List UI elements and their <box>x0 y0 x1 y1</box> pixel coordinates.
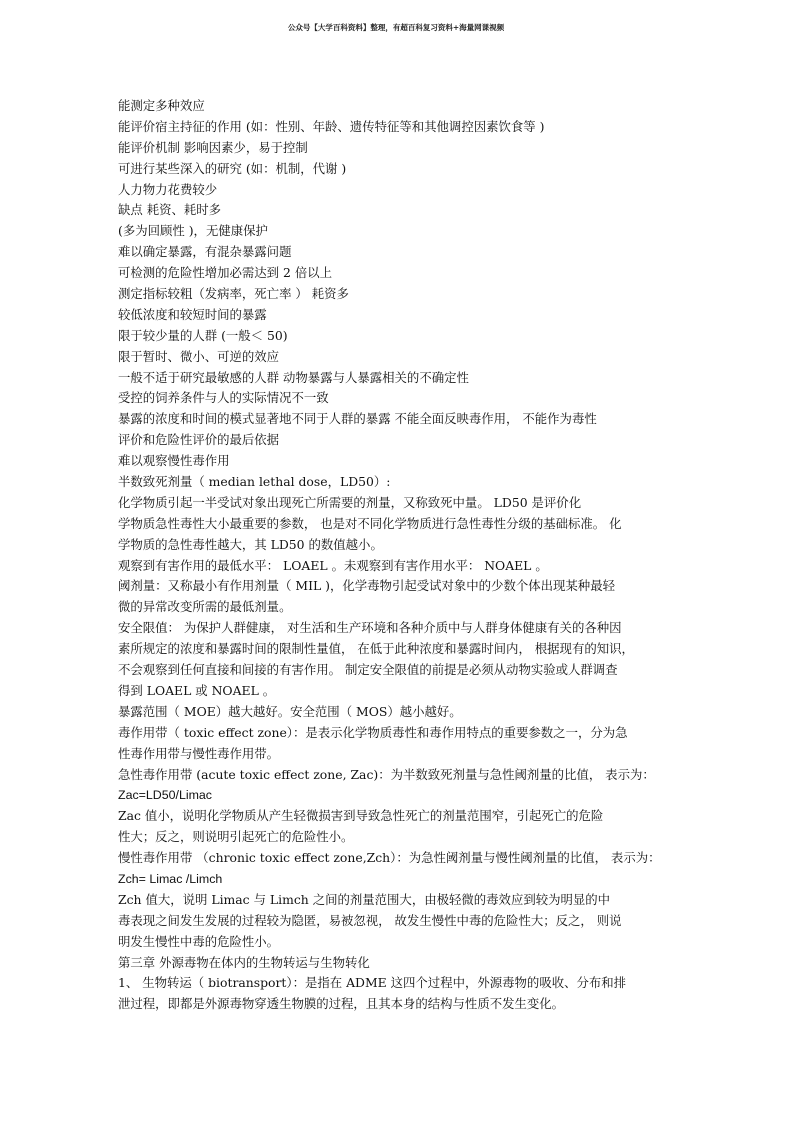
text-line: 慢性毒作用带 （chronic toxic effect zone,Zch）：为急性阈剂量与慢性阈剂量的比值， 表示为： <box>118 850 661 866</box>
text-line: 受控的饲养条件与人的实际情况不一致 <box>118 390 329 406</box>
text-line: 素所规定的浓度和暴露时间的限制性量值， 在低于此种浓度和暴露时间内， 根据现有的知识， <box>118 641 634 657</box>
text-line: 能评价机制 影响因素少，易于控制 <box>118 139 308 155</box>
text-line: 毒作用带（ toxic effect zone）：是表示化学物质毒性和毒作用特点的重要参数之一，分为急 <box>118 724 628 740</box>
document-body <box>118 96 670 1015</box>
text-line: 安全限值： 为保护人群健康， 对生活和生产环境和各种介质中与人群身体健康有关的各种因 <box>118 620 622 636</box>
text-line: 难以观察慢性毒作用 <box>118 453 230 469</box>
text-line: 能测定多种效应 <box>118 98 205 113</box>
text-line: 得到 LOAEL 或 NOAEL 。 <box>118 682 276 698</box>
text-line: 难以确定暴露，有混杂暴露问题 <box>118 244 292 260</box>
text-line: 1、 生物转运（ biotransport）：是指在 ADME 这四个过程中，外源毒物的吸收、分布和排 <box>118 975 627 991</box>
text-line: 阈剂量：又称最小有作用剂量（ MIL )，化学毒物引起受试对象中的少数个体出现某种最轻 <box>118 578 615 594</box>
text-line: 微的异常改变所需的最低剂量。 <box>118 599 292 615</box>
text-line: Zac 值小，说明化学物质从产生轻微损害到导致急性死亡的剂量范围窄，引起死亡的危险 <box>118 808 604 824</box>
text-line: 测定指标较粗（发病率，死亡率 ） 耗资多 <box>118 286 349 302</box>
text-line: 学物质急性毒性大小最重要的参数， 也是对不同化学物质进行急性毒性分级的基础标准。 化 <box>118 515 622 531</box>
ld50-definition-heading: 半数致死剂量（ median lethal dose，LD50）: <box>118 474 391 490</box>
text-line: 人力物力花费较少 <box>118 181 218 197</box>
text-line: 暴露的浓度和时间的模式显著地不同于人群的暴露 不能全面反映毒作用， 不能作为毒性 <box>118 411 597 427</box>
text-line: 较低浓度和较短时间的暴露 <box>118 306 267 322</box>
text-line: 限于较少量的人群 (一般＜ 50) <box>118 327 288 343</box>
text-line: 观察到有害作用的最低水平： LOAEL 。未观察到有害作用水平： NOAEL 。 <box>118 557 548 573</box>
page-header: 公众号【大学百科资料】整理，有超百科复习资料+海量网课视频 <box>287 23 505 32</box>
text-line: 缺点 耗资、耗时多 <box>118 202 222 218</box>
text-line: 暴露范围（ MOE）越大越好。安全范围（ MOS）越小越好。 <box>118 703 462 719</box>
text-line: 可检测的危险性增加必需达到 2 倍以上 <box>118 265 333 281</box>
zac-formula: Zac=LD50/Limac <box>118 788 213 803</box>
text-line: 可进行某些深入的研究 (如：机制，代谢 ) <box>118 160 347 176</box>
text-line: 能评价宿主持征的作用 (如：性别、年龄、遗传特征等和其他调控因素饮食等 ) <box>118 118 545 134</box>
text-line: 不会观察到任何直接和间接的有害作用。 制定安全限值的前提是必须从动物实验或人群调查 <box>118 662 618 678</box>
text-line: 评价和危险性评价的最后依据 <box>118 432 280 448</box>
text-line: 毒表现之间发生发展的过程较为隐匿，易被忽视， 故发生慢性中毒的危险性大；反之， 则说 <box>118 912 622 928</box>
text-line: 一般不适于研究最敏感的人群 动物暴露与人暴露相关的不确定性 <box>118 369 469 385</box>
text-line: (多为回顾性 )，无健康保护 <box>118 223 268 239</box>
text-line: 化学物质引起一半受试对象出现死亡所需要的剂量，又称致死中量。 LD50 是评价化 <box>118 494 582 510</box>
text-line: 限于暂时、微小、可逆的效应 <box>118 348 280 364</box>
text-line: 明发生慢性中毒的危险性小。 <box>118 933 280 949</box>
text-line: 泄过程，即都是外源毒物穿透生物膜的过程，且其本身的结构与性质不发生变化。 <box>118 996 565 1012</box>
text-line: 性大；反之，则说明引起死亡的危险性小。 <box>118 829 354 845</box>
text-line: 学物质的急性毒性越大，其 LD50 的数值越小。 <box>118 536 383 552</box>
text-line: Zch 值大，说明 Limac 与 Limch 之间的剂量范围大，由极轻微的毒效应到较为明显的中 <box>118 891 611 907</box>
text-line: 急性毒作用带 (acute toxic effect zone, Zac)：为半数致死剂量与急性阈剂量的比值， 表示为： <box>118 766 655 782</box>
zch-formula: Zch= Limac /Limch <box>118 871 223 886</box>
chapter-title: 第三章 外源毒物在体内的生物转运与生物转化 <box>118 954 370 970</box>
text-line: 性毒作用带与慢性毒作用带。 <box>118 745 280 761</box>
